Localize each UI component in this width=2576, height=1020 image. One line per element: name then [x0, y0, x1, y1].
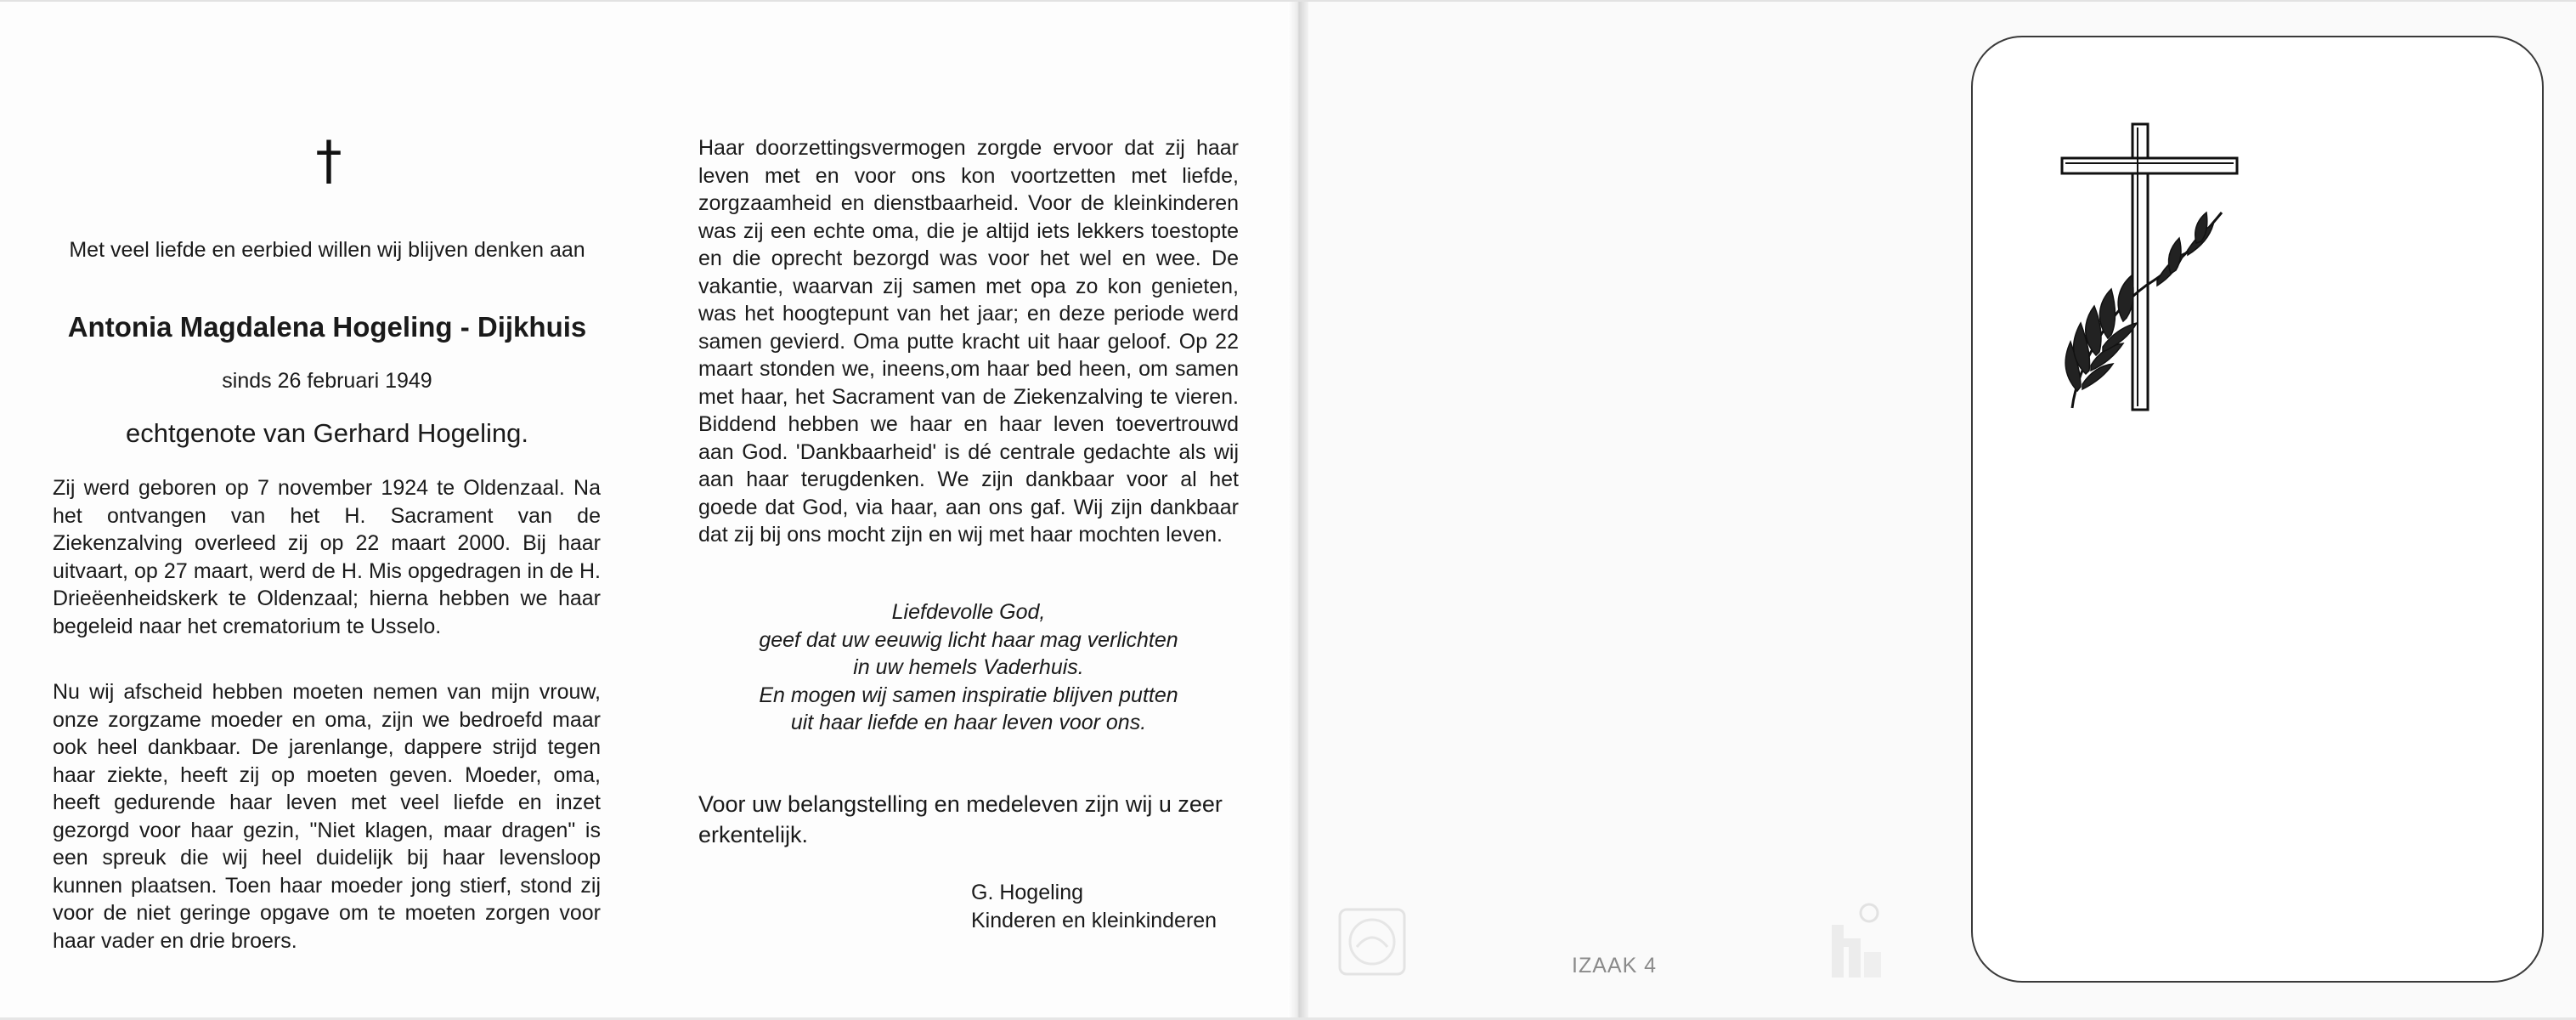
signature-name: G. Hogeling	[971, 881, 1084, 904]
prayer-line: geef dat uw eeuwig licht haar mag verlichten	[759, 627, 1178, 652]
cross-with-palm-branch-icon	[2052, 119, 2256, 416]
prayer	[698, 598, 1239, 737]
prayer-line: Liefdevolle God,	[891, 600, 1046, 624]
intro-text: Met veel liefde en eerbied willen wij blijven denken aan	[69, 238, 585, 262]
signature	[971, 879, 1217, 935]
printer-logo-icon	[1827, 901, 1886, 983]
prayer-line: uit haar liefde en haar leven voor ons.	[790, 711, 1147, 734]
marriage-date: sinds 26 februari 1949	[222, 369, 432, 393]
biography-paragraph: Zij werd geboren op 7 november 1924 te Oldenzaal. Na het ontvangen van het H. Sacrament van de Ziekenzalving overleed zij op 22 maart 2000. Bij haar uitvaart, op 27 maart, werd de H. Mis opgedragen in de H. Drieëenheidskerk te Oldenzaal; hierna hebben we haar begeleid naar het crematorium te Usselo.	[53, 476, 601, 638]
printer-seal-icon	[1338, 908, 1406, 976]
top-edge	[0, 0, 2576, 2]
page-fold	[1288, 0, 1308, 1020]
deceased-name: Antonia Magdalena Hogeling - Dijkhuis	[67, 311, 587, 343]
prayer-line: in uw hemels Vaderhuis.	[853, 655, 1084, 679]
spouse-line: echtgenote van Gerhard Hogeling.	[126, 418, 528, 448]
farewell-paragraph: Nu wij afscheid hebben moeten nemen van mijn vrouw, onze zorgzame moeder en oma, zijn we bedroefd maar ook heel dankbaar. De jarenlange, dappere strijd tegen haar ziekte, heeft zij op moeten geven. Moeder, oma, heeft gedurende haar leven met veel liefde en inzet gezorgd voor haar gezin, "Niet klagen, maar dragen" is een spreuk die wij heel duidelijk bij haar levensloop kunnen plaatsen. Toen haar moeder jong stierf, stond zij voor de niet geringe opgave om te moeten zorgen voor haar vader en drie broers.	[53, 680, 601, 953]
signature-family: Kinderen en kleinkinderen	[971, 909, 1217, 932]
remembrance-paragraph: Haar doorzettingsvermogen zorgde ervoor dat zij haar leven met en voor ons kon voortzetten met liefde, zorgzaamheid en dienstbaarheid. Voor de kleinkinderen was zij een echte oma, die je altijd iets lekkers toestopte en die oprecht bezorgd was voor het wel en wee. De vakantie, waarvan zij samen met opa zo kon genieten, was het hoogtepunt van het jaar; en deze periode werd samen gevierd. Oma putte kracht uit haar geloof. Op 22 maart stonden we, ineens,om haar bed heen, om samen met haar, het Sacrament van de Ziekenzalving te vieren. Biddend hebben we haar en haar leven toevertrouwd aan God. 'Dankbaarheid' is dé centrale gedachte als wij aan haar terugdenken. We zijn dankbaar voor al het goede dat God, via haar, aan ons gaf. Wij zijn dankbaar dat zij bij ons mocht zijn en wij met haar mochten leven.	[698, 136, 1239, 547]
dagger-cross-icon: †	[315, 129, 342, 191]
print-reference: IZAAK 4	[1572, 954, 1658, 978]
thanks-text: Voor uw belangstelling en medeleven zijn wij u zeer erkentelijk.	[698, 791, 1223, 847]
prayer-line: En mogen wij samen inspiratie blijven putten	[759, 683, 1178, 707]
